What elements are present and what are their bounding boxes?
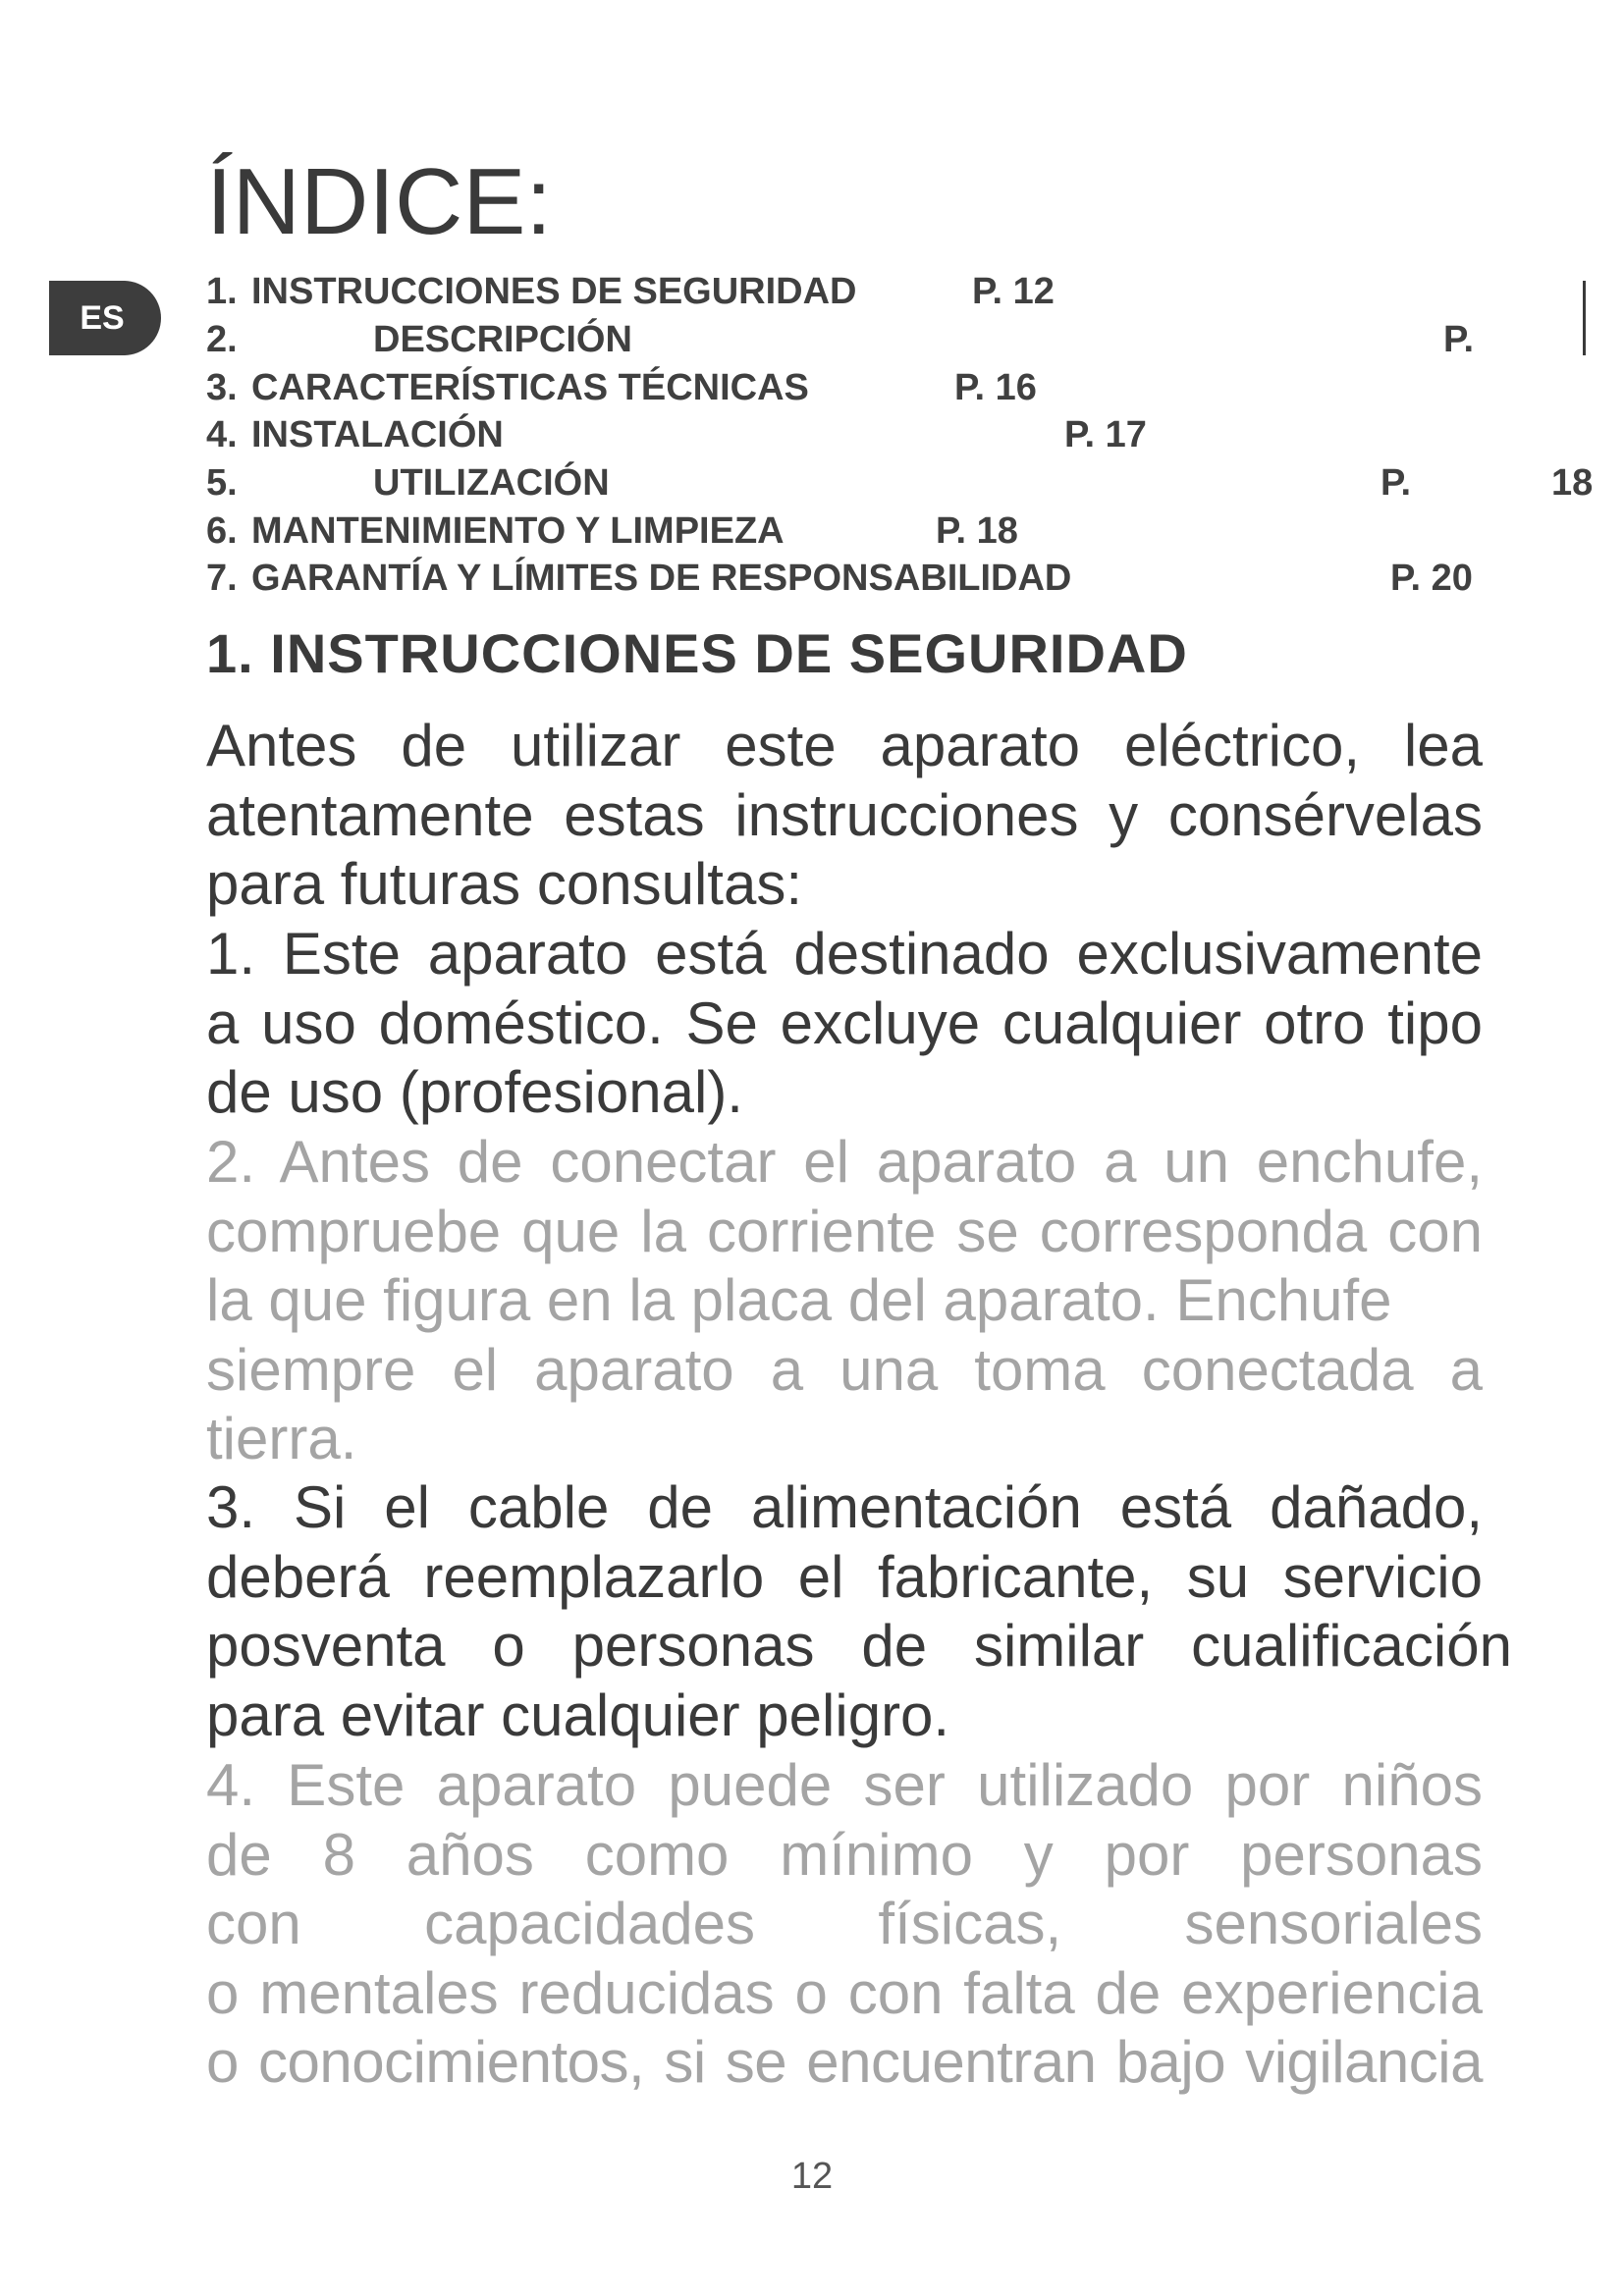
text-line: compruebe que la corriente se corresponda con	[206, 1198, 1483, 1264]
toc-item-4-num: 4.	[206, 414, 238, 455]
language-tab: ES	[49, 281, 161, 355]
toc-item-3-num: 3.	[206, 367, 238, 408]
text-line: o mentales reducidas o con falta de experiencia	[206, 1959, 1483, 2026]
safety-item-4	[206, 1751, 1483, 2098]
text-line: posventa o personas de similar cualificación	[206, 1613, 1512, 1679]
toc-item-5-label: UTILIZACIÓN	[373, 462, 610, 504]
page-number: 12	[790, 2156, 834, 2197]
text-line: 2. Antes de conectar el aparato a un enchufe,	[206, 1129, 1483, 1195]
text-line: a uso doméstico. Se excluye cualquier otro tipo	[206, 989, 1483, 1056]
text-line: Antes de utilizar este aparato eléctrico, lea	[206, 713, 1483, 778]
toc-item-6-num: 6.	[206, 510, 238, 552]
section-heading: 1. INSTRUCCIONES DE SEGURIDAD	[206, 622, 1188, 684]
toc-item-1-page: P. 12	[972, 271, 1055, 312]
toc-item-7-page: P. 20	[1390, 558, 1473, 599]
text-line: siempre el aparato a una toma conectada a	[206, 1336, 1483, 1403]
toc-item-3-page: P. 16	[954, 367, 1037, 408]
text-line: 1. Este aparato está destinado exclusivamente	[206, 921, 1483, 987]
text-line: con capacidades físicas, sensoriales	[206, 1891, 1483, 1956]
toc-item-4-label: INSTALACIÓN	[251, 414, 504, 455]
margin-bar	[1583, 281, 1586, 355]
text-line: tierra.	[206, 1406, 357, 1471]
text-line: para evitar cualquier peligro.	[206, 1682, 950, 1748]
safety-item-2	[206, 1128, 1483, 1474]
toc-item-5-num: 5.	[206, 462, 238, 504]
text-line: o conocimientos, si se encuentran bajo vigilancia	[206, 2029, 1483, 2095]
toc-item-6-page: P. 18	[936, 510, 1018, 552]
toc-item-2-page: P.	[1443, 319, 1475, 360]
safety-item-3	[206, 1473, 1512, 1750]
intro-paragraph	[206, 712, 1483, 920]
text-line: atentamente estas instrucciones y consérvelas	[206, 781, 1483, 848]
text-line: para futuras consultas:	[206, 851, 803, 917]
text-line: de 8 años como mínimo y por personas	[206, 1821, 1483, 1888]
safety-item-1	[206, 920, 1483, 1128]
toc-item-1-num: 1.	[206, 271, 238, 312]
text-line: 3. Si el cable de alimentación está dañado,	[206, 1474, 1483, 1540]
toc-item-7-num: 7.	[206, 558, 238, 599]
text-line: de uso (profesional).	[206, 1059, 743, 1125]
toc-item-2-num: 2.	[206, 319, 238, 360]
text-line: 4. Este aparato puede ser utilizado por niños	[206, 1752, 1483, 1818]
toc-item-5-page-num: 18	[1551, 462, 1594, 504]
toc-item-7-label: GARANTÍA Y LÍMITES DE RESPONSABILIDAD	[251, 558, 1072, 599]
text-line: la que figura en la placa del aparato. Enchufe	[206, 1267, 1392, 1333]
toc-item-1-label: INSTRUCCIONES DE SEGURIDAD	[251, 271, 857, 312]
toc-item-2-label: DESCRIPCIÓN	[373, 319, 632, 360]
toc-item-4-page: P. 17	[1064, 414, 1147, 455]
text-line: deberá reemplazarlo el fabricante, su servicio	[206, 1543, 1483, 1610]
toc-item-3-label: CARACTERÍSTICAS TÉCNICAS	[251, 367, 809, 408]
toc-item-5-page: P.	[1380, 462, 1412, 504]
toc-item-6-label: MANTENIMIENTO Y LIMPIEZA	[251, 510, 785, 552]
page-title: ÍNDICE:	[206, 149, 553, 254]
